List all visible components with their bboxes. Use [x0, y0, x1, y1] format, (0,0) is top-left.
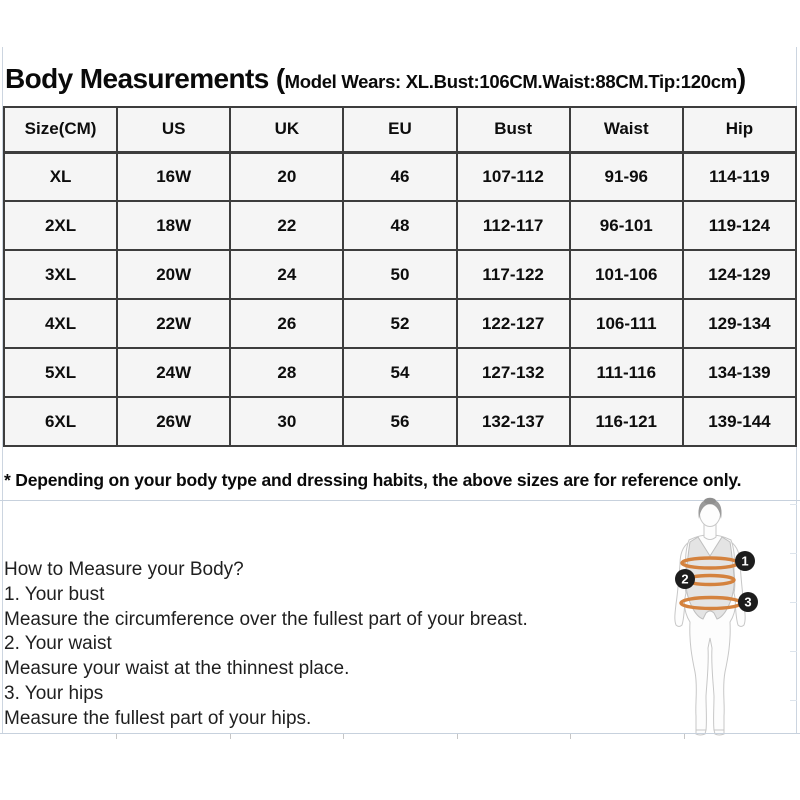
table-cell: 20 — [230, 152, 343, 201]
measure-guide-line: Measure the circumference over the fullest part of your breast. — [4, 608, 528, 630]
table-row — [4, 397, 796, 446]
table-cell: 2XL — [4, 201, 117, 250]
grid-tick — [343, 734, 344, 739]
table-cell: 114-119 — [683, 152, 796, 201]
table-cell: 111-116 — [570, 348, 683, 397]
table-cell: 24 — [230, 250, 343, 299]
measure-guide — [4, 558, 528, 732]
table-cell: 20W — [117, 250, 230, 299]
table-cell: 3XL — [4, 250, 117, 299]
table-row — [4, 348, 796, 397]
measure-guide-line: 1. Your bust — [4, 583, 105, 605]
table-row — [4, 299, 796, 348]
table-cell: 124-129 — [683, 250, 796, 299]
table-cell: 91-96 — [570, 152, 683, 201]
column-header: Hip — [683, 107, 796, 152]
table-row — [4, 201, 796, 250]
grid-tick — [230, 734, 231, 739]
column-header: Bust — [457, 107, 570, 152]
body-outline — [675, 500, 745, 736]
grid-tick — [790, 700, 797, 701]
measure-guide-line: 2. Your waist — [4, 633, 112, 655]
table-cell: 96-101 — [570, 201, 683, 250]
table-cell: 139-144 — [683, 397, 796, 446]
table-cell: 50 — [343, 250, 456, 299]
table-row — [4, 250, 796, 299]
table-cell: 24W — [117, 348, 230, 397]
column-header: Waist — [570, 107, 683, 152]
column-header: Size(CM) — [4, 107, 117, 152]
table-cell: 116-121 — [570, 397, 683, 446]
table-cell: 107-112 — [457, 152, 570, 201]
table-cell: 18W — [117, 201, 230, 250]
grid-tick — [790, 553, 797, 554]
table-cell: 46 — [343, 152, 456, 201]
measure-guide-line: 3. Your hips — [4, 682, 104, 704]
table-cell: 26 — [230, 299, 343, 348]
table-cell: 4XL — [4, 299, 117, 348]
table-cell: 52 — [343, 299, 456, 348]
section-divider-bottom — [0, 733, 800, 734]
table-cell: 134-139 — [683, 348, 796, 397]
table-cell: 122-127 — [457, 299, 570, 348]
grid-tick — [116, 734, 117, 739]
table-header-row — [4, 107, 796, 152]
table-cell: 5XL — [4, 348, 117, 397]
table-cell: 112-117 — [457, 201, 570, 250]
table-cell: 6XL — [4, 397, 117, 446]
table-cell: 132-137 — [457, 397, 570, 446]
body-figure-illustration — [648, 496, 772, 736]
table-cell: 30 — [230, 397, 343, 446]
measurement-figure — [648, 496, 772, 736]
marker-2-label: 2 — [681, 571, 689, 587]
column-header: US — [117, 107, 230, 152]
table-cell: 56 — [343, 397, 456, 446]
table-cell: 54 — [343, 348, 456, 397]
size-chart-table — [3, 106, 797, 447]
grid-tick — [457, 734, 458, 739]
measure-guide-line: Measure your waist at the thinnest place. — [4, 658, 350, 680]
table-cell: 26W — [117, 397, 230, 446]
title-model-info: Model Wears: XL.Bust:106CM.Waist:88CM.Tip:120cm — [284, 71, 737, 92]
column-header: UK — [230, 107, 343, 152]
table-cell: 117-122 — [457, 250, 570, 299]
reference-note: * Depending on your body type and dressing habits, the above sizes are for reference only. — [4, 470, 742, 490]
table-cell: 22W — [117, 299, 230, 348]
column-header: EU — [343, 107, 456, 152]
table-cell: 28 — [230, 348, 343, 397]
grid-tick — [570, 734, 571, 739]
table-row — [4, 152, 796, 201]
grid-tick — [684, 734, 685, 739]
table-cell: 106-111 — [570, 299, 683, 348]
page-title — [5, 63, 746, 95]
title-close-paren: ) — [736, 63, 746, 94]
table-cell: 22 — [230, 201, 343, 250]
table-cell: 101-106 — [570, 250, 683, 299]
table-cell: 16W — [117, 152, 230, 201]
grid-tick — [790, 602, 797, 603]
grid-tick — [790, 651, 797, 652]
table-cell: 119-124 — [683, 201, 796, 250]
measure-guide-heading: How to Measure your Body? — [4, 559, 244, 580]
title-main: Body Measurements ( — [5, 63, 285, 94]
marker-1-label: 1 — [741, 553, 749, 569]
table-cell: 48 — [343, 201, 456, 250]
table-cell: XL — [4, 152, 117, 201]
table-cell: 129-134 — [683, 299, 796, 348]
measure-guide-line: Measure the fullest part of your hips. — [4, 707, 312, 729]
marker-3-label: 3 — [744, 594, 752, 610]
grid-tick — [790, 504, 797, 505]
table-cell: 127-132 — [457, 348, 570, 397]
